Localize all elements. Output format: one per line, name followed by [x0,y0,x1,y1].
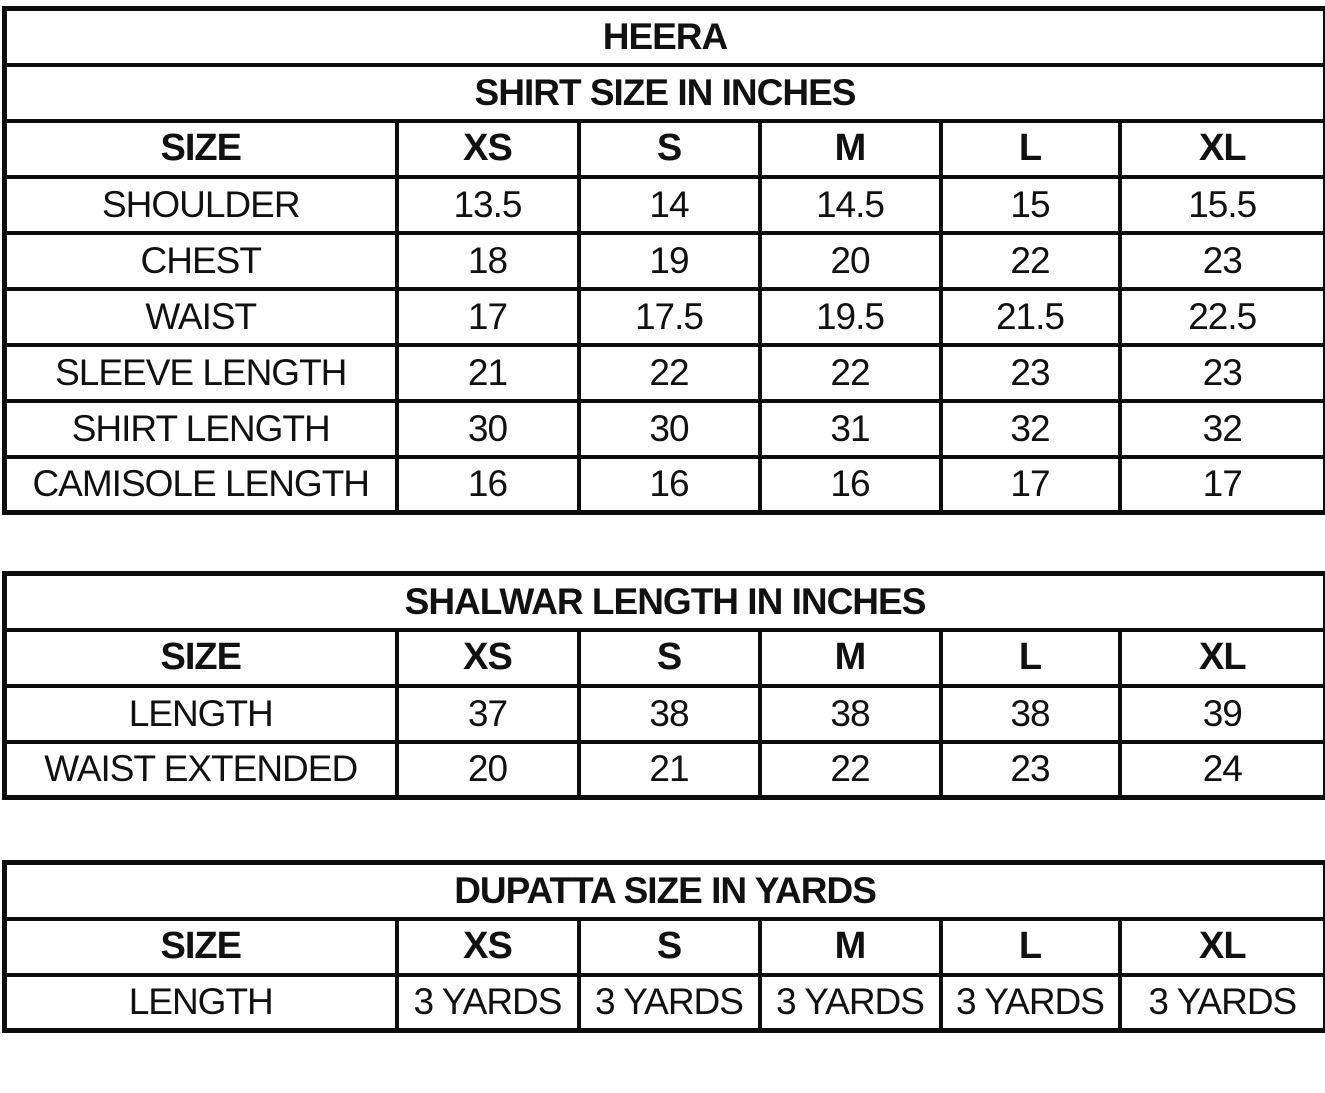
column-header-s: S [579,919,760,975]
column-header-size: SIZE [5,121,397,177]
row-label: SHOULDER [5,177,397,233]
column-header-xl: XL [1120,630,1325,686]
cell-value: 23 [1120,233,1325,289]
cell-value: 22 [760,742,941,798]
column-header-xl: XL [1120,121,1325,177]
cell-value: 23 [941,345,1120,401]
cell-value: 3 YARDS [760,975,941,1031]
column-header-xs: XS [397,630,579,686]
cell-value: 3 YARDS [397,975,579,1031]
cell-value: 22.5 [1120,289,1325,345]
cell-value: 3 YARDS [1120,975,1325,1031]
cell-value: 20 [760,233,941,289]
table-row-length [5,686,1325,742]
cell-value: 17 [1120,457,1325,513]
cell-value: 38 [941,686,1120,742]
column-header-xs: XS [397,919,579,975]
table-row-shirt-length [5,401,1325,457]
column-header-m: M [760,919,941,975]
row-label: LENGTH [5,686,397,742]
cell-value: 37 [397,686,579,742]
cell-value: 21.5 [941,289,1120,345]
column-header-size: SIZE [5,919,397,975]
row-label: LENGTH [5,975,397,1031]
cell-value: 31 [760,401,941,457]
cell-value: 3 YARDS [941,975,1120,1031]
table-row-shoulder [5,177,1325,233]
cell-value: 39 [1120,686,1325,742]
shalwar-table-title: SHALWAR LENGTH IN INCHES [5,574,1325,630]
table-gap [2,800,1323,860]
cell-value: 14 [579,177,760,233]
cell-value: 17.5 [579,289,760,345]
cell-value: 23 [1120,345,1325,401]
table-row-length [5,975,1325,1031]
cell-value: 21 [579,742,760,798]
brand-title-row [5,9,1325,65]
row-label: CHEST [5,233,397,289]
row-label: SLEEVE LENGTH [5,345,397,401]
table-row-waist [5,289,1325,345]
column-header-l: L [941,919,1120,975]
column-header-s: S [579,630,760,686]
cell-value: 38 [760,686,941,742]
row-label: WAIST EXTENDED [5,742,397,798]
cell-value: 24 [1120,742,1325,798]
shirt-size-table [2,6,1325,515]
row-label: CAMISOLE LENGTH [5,457,397,513]
shalwar-table-title-row [5,574,1325,630]
cell-value: 21 [397,345,579,401]
cell-value: 16 [579,457,760,513]
row-label: SHIRT LENGTH [5,401,397,457]
cell-value: 22 [941,233,1120,289]
column-header-size: SIZE [5,630,397,686]
cell-value: 32 [941,401,1120,457]
cell-value: 18 [397,233,579,289]
shirt-table-header-row [5,121,1325,177]
cell-value: 30 [397,401,579,457]
cell-value: 19 [579,233,760,289]
cell-value: 20 [397,742,579,798]
column-header-xs: XS [397,121,579,177]
table-row-waist-extended [5,742,1325,798]
shalwar-table-header-row [5,630,1325,686]
cell-value: 32 [1120,401,1325,457]
column-header-m: M [760,630,941,686]
dupatta-table-title-row [5,863,1325,919]
cell-value: 3 YARDS [579,975,760,1031]
column-header-s: S [579,121,760,177]
shirt-table-title-row [5,65,1325,121]
cell-value: 15 [941,177,1120,233]
table-row-sleeve-length [5,345,1325,401]
cell-value: 15.5 [1120,177,1325,233]
shirt-table-title: SHIRT SIZE IN INCHES [5,65,1325,121]
cell-value: 17 [397,289,579,345]
column-header-l: L [941,630,1120,686]
cell-value: 16 [397,457,579,513]
column-header-xl: XL [1120,919,1325,975]
cell-value: 30 [579,401,760,457]
dupatta-size-table [2,860,1325,1033]
column-header-m: M [760,121,941,177]
table-row-camisole-length [5,457,1325,513]
dupatta-table-header-row [5,919,1325,975]
cell-value: 19.5 [760,289,941,345]
column-header-l: L [941,121,1120,177]
cell-value: 13.5 [397,177,579,233]
shalwar-length-table [2,571,1325,800]
cell-value: 22 [579,345,760,401]
brand-title: HEERA [5,9,1325,65]
cell-value: 23 [941,742,1120,798]
cell-value: 14.5 [760,177,941,233]
cell-value: 16 [760,457,941,513]
cell-value: 17 [941,457,1120,513]
table-gap [2,515,1323,571]
dupatta-table-title: DUPATTA SIZE IN YARDS [5,863,1325,919]
row-label: WAIST [5,289,397,345]
table-row-chest [5,233,1325,289]
cell-value: 22 [760,345,941,401]
cell-value: 38 [579,686,760,742]
